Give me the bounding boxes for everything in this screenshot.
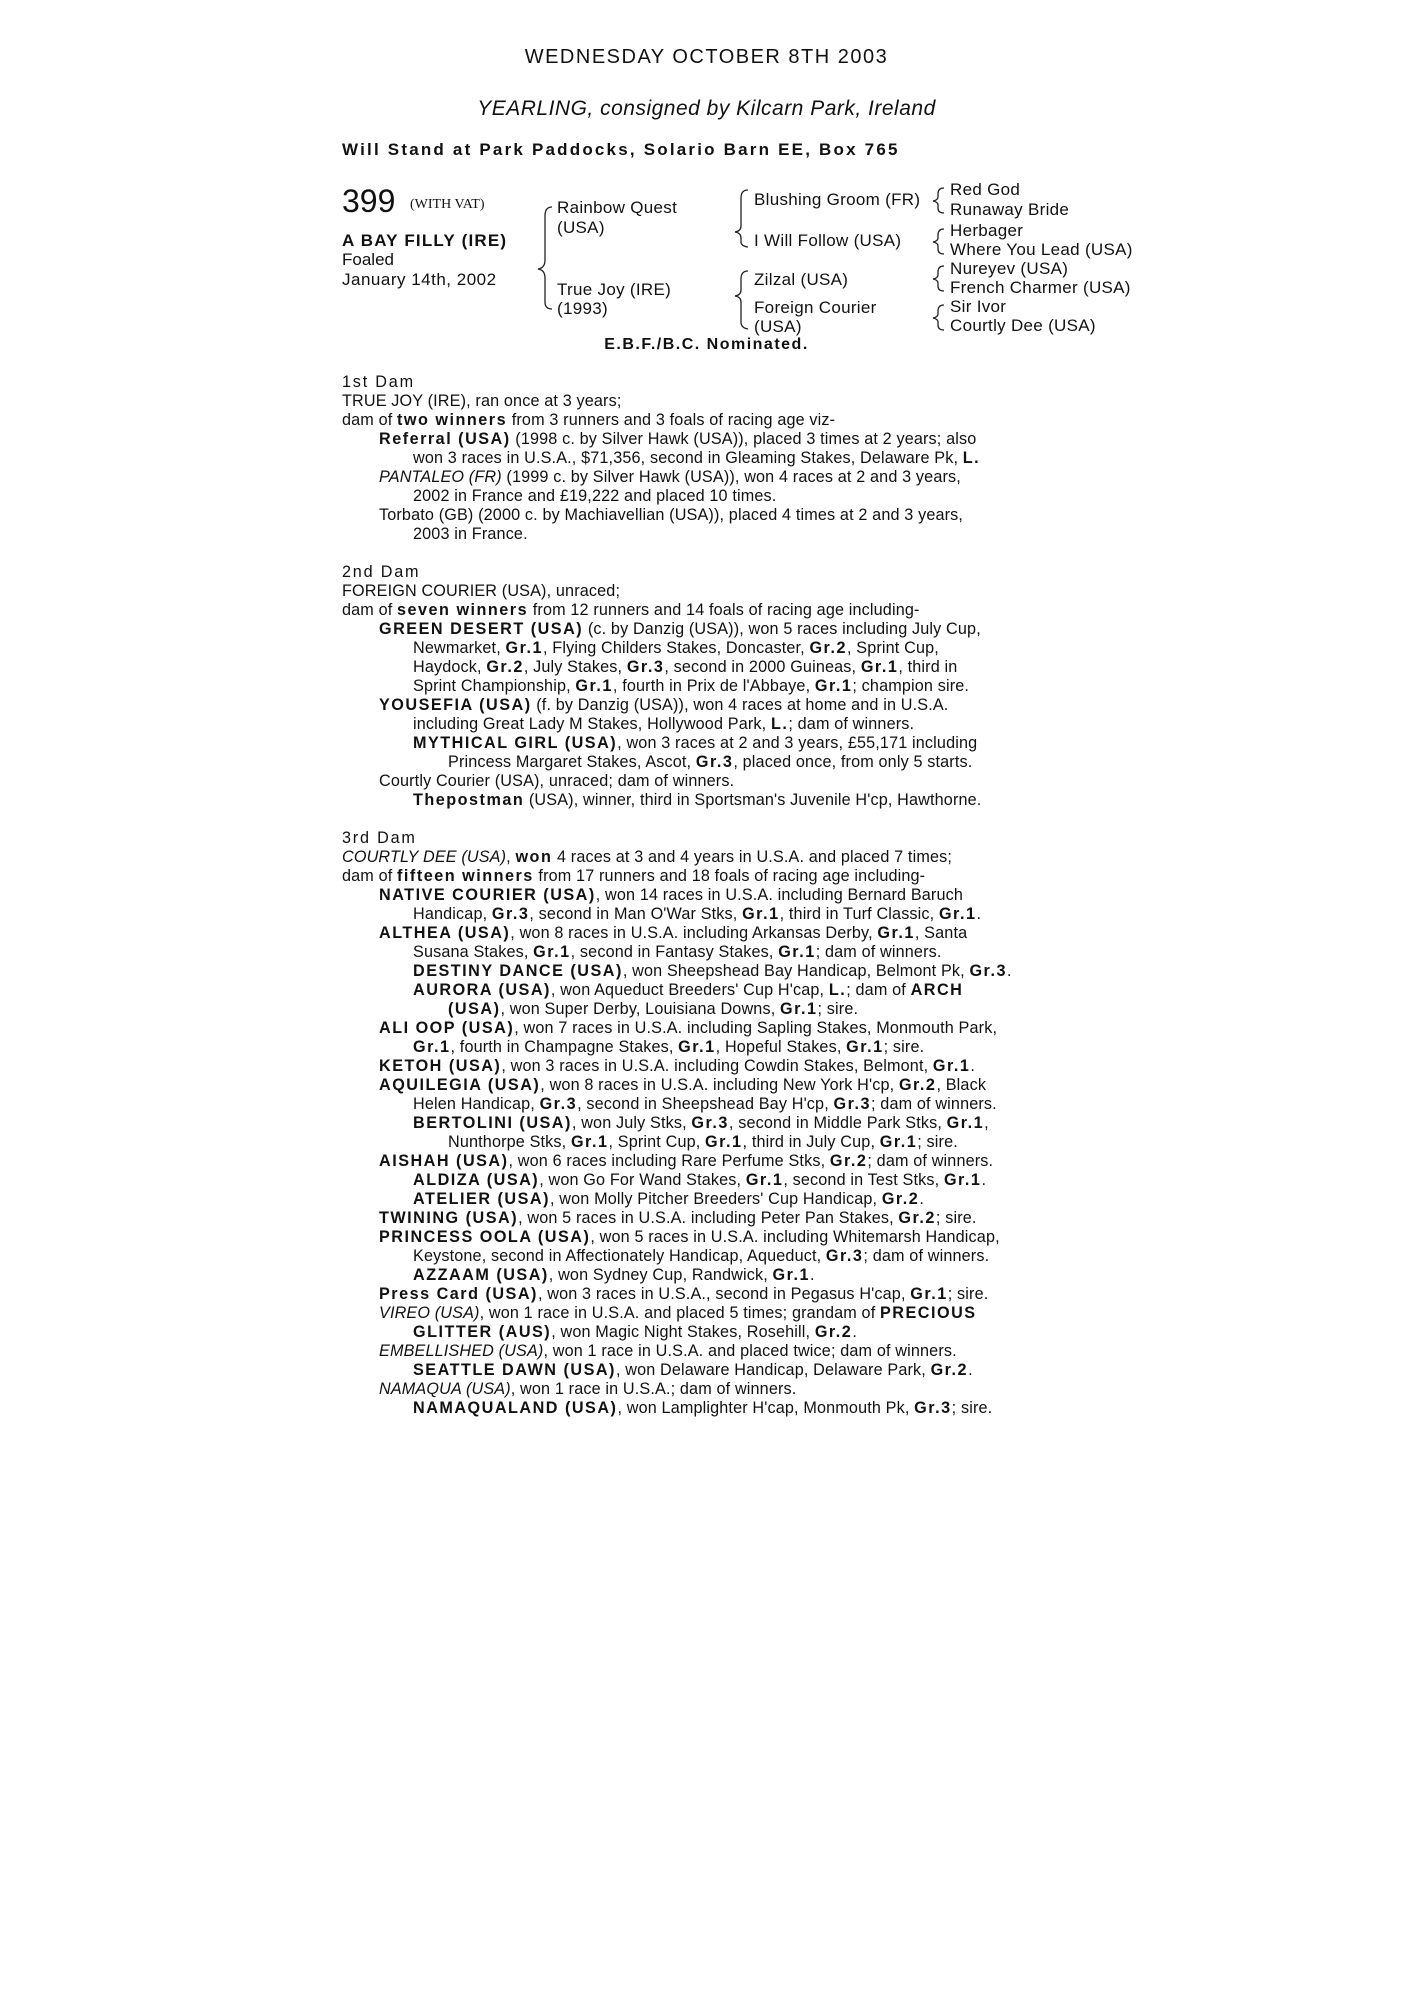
text-run: ; sire. — [817, 1000, 859, 1018]
bold-run: Gr.3 — [691, 1114, 729, 1132]
bold-run: Gr.2 — [829, 1152, 868, 1170]
text-run: , second in Sheepshead Bay H'cp, — [577, 1095, 834, 1113]
text-run: , won Sydney Cup, Randwick, — [548, 1266, 773, 1284]
text-run: , Black — [936, 1076, 987, 1094]
dam-dam-line2: (USA) — [754, 317, 802, 336]
bold-run: Gr.1 — [877, 924, 915, 942]
text-run: ; sire. — [951, 1399, 993, 1417]
third-dam-heading: 3rd Dam — [342, 829, 417, 847]
gen3-4: Where You Lead (USA) — [950, 240, 1133, 259]
text-run: Courtly Courier (USA), unraced; dam of winners. — [379, 772, 735, 790]
bold-run: Gr.1 — [413, 1038, 451, 1056]
foaled-date: January 14th, 2002 — [342, 270, 497, 289]
bold-run: Gr.1 — [678, 1038, 716, 1056]
bold-run: won — [515, 848, 553, 866]
bold-run: Gr.2 — [898, 1076, 937, 1094]
text-run: , second in Man O'War Stks, — [529, 905, 743, 923]
text-run: . — [1006, 962, 1012, 980]
text-run: , won 6 races including Rare Perfume Stks, — [508, 1152, 830, 1170]
gen3-1: Red God — [950, 180, 1021, 199]
bold-run: (USA) — [448, 1000, 501, 1018]
text-run: , won 3 races in U.S.A., second in Pegasus H'cap, — [537, 1285, 911, 1303]
italic-run: NAMAQUA (USA) — [379, 1380, 511, 1398]
bold-run: PRECIOUS — [880, 1304, 977, 1322]
sire-sire: Blushing Groom (FR) — [754, 190, 921, 209]
text-run: (USA), winner, third in Sportsman's Juvenile H'cp, Hawthorne. — [524, 791, 982, 809]
text-run: (c. by Danzig (USA)), won 5 races including July Cup, — [583, 620, 981, 638]
text-run: Sprint Championship, — [413, 677, 576, 695]
pedigree-text-line — [342, 1095, 1012, 1114]
text-run: from 12 runners and 14 foals of racing age including- — [528, 601, 920, 619]
pedigree-text-line — [342, 848, 1012, 867]
third-dam-lines — [342, 848, 1012, 1418]
pedigree-text-line — [342, 962, 1012, 981]
text-run: (f. by Danzig (USA)), won 4 races at home and in U.S.A. — [531, 696, 949, 714]
pedigree-text-line — [342, 1190, 1012, 1209]
bold-run: Gr.3 — [626, 658, 665, 676]
text-run: , won Aqueduct Breeders' Cup H'cap, — [550, 981, 829, 999]
text-run: ; sire. — [917, 1133, 958, 1151]
text-run: , won Magic Night Stakes, Rosehill, — [551, 1323, 815, 1341]
text-run: ; champion sire. — [852, 677, 970, 695]
text-run: , third in July Cup, — [742, 1133, 880, 1151]
italic-run: PANTALEO (FR) — [379, 468, 502, 486]
pedigree-text-line — [342, 601, 981, 620]
text-run: , won 7 races in U.S.A. including Sapling Stakes, Monmouth Park, — [514, 1019, 998, 1037]
bold-run: Gr.3 — [833, 1095, 872, 1113]
gen3-5: Nureyev (USA) — [950, 259, 1069, 278]
bold-run: NAMAQUALAND (USA) — [413, 1399, 618, 1417]
pedigree-text-line — [342, 1114, 1012, 1133]
bold-run: Gr.1 — [943, 1171, 982, 1189]
pedigree-text-line — [342, 582, 981, 601]
text-run: , second in Middle Park Stks, — [728, 1114, 947, 1132]
bold-run: Thepostman — [413, 791, 525, 809]
pedigree-text-line — [342, 734, 981, 753]
bold-run: ALI OOP (USA) — [379, 1019, 515, 1037]
bold-run: Gr.3 — [914, 1399, 952, 1417]
foaled-label: Foaled — [342, 250, 394, 269]
first-dam-section — [342, 373, 980, 544]
bold-run: Gr.2 — [814, 1323, 853, 1341]
text-run: , won Super Derby, Louisiana Downs, — [500, 1000, 780, 1018]
text-run: , second in Test Stks, — [783, 1171, 944, 1189]
text-run: (1999 c. by Silver Hawk (USA)), won 4 races at 2 and 3 years, — [501, 468, 961, 486]
bold-run: Gr.1 — [910, 1285, 948, 1303]
pedigree-text-line — [342, 905, 1012, 924]
pedigree-text-line — [342, 1285, 1012, 1304]
bold-run: Gr.2 — [930, 1361, 969, 1379]
text-run: , fourth in Prix de l'Abbaye, — [612, 677, 815, 695]
pedigree-text-line — [342, 772, 981, 791]
dam-name-line1: True Joy (IRE) — [557, 280, 672, 299]
bold-run: Gr.3 — [825, 1247, 864, 1265]
pedigree-text-line — [342, 639, 981, 658]
text-run: Torbato (GB) (2000 c. by Machiavellian (USA)), placed 4 times at 2 and 3 years, — [379, 506, 964, 524]
bold-run: Gr.2 — [486, 658, 524, 676]
bold-run: L. — [770, 715, 789, 733]
pedigree-text-line — [342, 715, 981, 734]
pedigree-text-line — [342, 1209, 1012, 1228]
gen3-8: Courtly Dee (USA) — [950, 316, 1096, 335]
italic-run: VIREO (USA) — [379, 1304, 480, 1322]
text-run: , second in 2000 Guineas, — [664, 658, 861, 676]
text-run: from 17 runners and 18 foals of racing age including- — [533, 867, 926, 885]
pedigree-text-line — [342, 1038, 1012, 1057]
bold-run: Gr.3 — [969, 962, 1007, 980]
pedigree-text-line — [342, 392, 980, 411]
pedigree-text-line — [342, 449, 980, 468]
text-run: , won Sheepshead Bay Handicap, Belmont Pk, — [622, 962, 970, 980]
text-run: , won 1 race in U.S.A. and placed 5 times; grandam of — [479, 1304, 880, 1322]
pedigree-text-line — [342, 1266, 1012, 1285]
text-run: 2003 in France. — [413, 525, 528, 543]
lot-number: 399 — [342, 183, 396, 219]
bold-run: Gr.3 — [539, 1095, 578, 1113]
bold-run: MYTHICAL GIRL (USA) — [413, 734, 618, 752]
pedigree-text-line — [342, 1323, 1012, 1342]
sire-dam: I Will Follow (USA) — [754, 231, 902, 250]
text-run: , Sprint Cup, — [608, 1133, 706, 1151]
bold-run: Gr.1 — [533, 943, 571, 961]
text-run: , placed once, from only 5 starts. — [733, 753, 973, 771]
bold-run: YOUSEFIA (USA) — [379, 696, 532, 714]
text-run: dam of — [342, 601, 398, 619]
text-run: . — [919, 1190, 924, 1208]
bold-run: Gr.2 — [881, 1190, 920, 1208]
bold-run: Referral (USA) — [379, 430, 511, 448]
bold-run: Gr.1 — [879, 1133, 918, 1151]
text-run: , third in — [898, 658, 958, 676]
text-run: won 3 races in U.S.A., $71,356, second in Gleaming Stakes, Delaware Pk, — [413, 449, 963, 467]
bold-run: Gr.2 — [898, 1209, 936, 1227]
bold-run: Gr.1 — [745, 1171, 784, 1189]
text-run: , — [506, 848, 516, 866]
text-run: (1998 c. by Silver Hawk (USA)), placed 3 times at 2 years; also — [510, 430, 977, 448]
bold-run: Gr.1 — [772, 1266, 811, 1284]
dam-sire: Zilzal (USA) — [754, 270, 849, 289]
text-run: . — [810, 1266, 815, 1284]
bold-run: Gr.1 — [742, 905, 780, 923]
text-run: , July Stakes, — [523, 658, 627, 676]
bold-run: L. — [962, 449, 981, 467]
bold-run: AURORA (USA) — [413, 981, 551, 999]
bold-run: Gr.1 — [570, 1133, 609, 1151]
bold-run: Gr.3 — [491, 905, 530, 923]
dam-dam-line1: Foreign Courier — [754, 298, 877, 317]
text-run: . — [968, 1361, 973, 1379]
bold-run: Gr.1 — [575, 677, 613, 695]
text-run: Susana Stakes, — [413, 943, 534, 961]
bold-run: Gr.1 — [946, 1114, 985, 1132]
text-run: , won 3 races at 2 and 3 years, £55,171 including — [617, 734, 978, 752]
bold-run: ALDIZA (USA) — [413, 1171, 540, 1189]
sire-name-line1: Rainbow Quest — [557, 198, 678, 217]
first-dam-heading: 1st Dam — [342, 373, 415, 391]
pedigree-text-line — [342, 468, 980, 487]
pedigree-text-line — [342, 1361, 1012, 1380]
text-run: FOREIGN COURIER (USA), unraced; — [342, 582, 621, 600]
pedigree-text-line — [342, 658, 981, 677]
pedigree-text-line — [342, 753, 981, 772]
bold-run: PRINCESS OOLA (USA) — [379, 1228, 591, 1246]
bold-run: Gr.1 — [505, 639, 543, 657]
pedigree-text-line — [342, 411, 980, 430]
text-run: , Santa — [914, 924, 968, 942]
bold-run: ATELIER (USA) — [413, 1190, 551, 1208]
text-run: , won 1 race in U.S.A.; dam of winners. — [510, 1380, 797, 1398]
stand-location: Will Stand at Park Paddocks, Solario Barn EE, Box 765 — [342, 140, 900, 159]
text-run: , won Molly Pitcher Breeders' Cup Handicap, — [550, 1190, 882, 1208]
bold-run: Gr.1 — [705, 1133, 743, 1151]
bold-run: Gr.1 — [780, 1000, 818, 1018]
text-run: , won Delaware Handicap, Delaware Park, — [615, 1361, 931, 1379]
pedigree-text-line — [342, 1399, 1012, 1418]
pedigree-text-line — [342, 1380, 1012, 1399]
bold-run: AISHAH (USA) — [379, 1152, 509, 1170]
bold-run: DESTINY DANCE (USA) — [413, 962, 623, 980]
second-dam-lines — [342, 582, 981, 810]
bold-run: fifteen winners — [397, 867, 534, 885]
text-run: TRUE JOY (IRE), ran once at 3 years; — [342, 392, 622, 410]
bold-run: Gr.1 — [932, 1057, 971, 1075]
gen3-3: Herbager — [950, 221, 1024, 240]
bold-run: seven winners — [397, 601, 529, 619]
text-run: , won 1 race in U.S.A. and placed twice; dam of winners. — [543, 1342, 957, 1360]
pedigree-text-line — [342, 487, 980, 506]
second-dam-heading: 2nd Dam — [342, 563, 421, 581]
third-dam-section — [342, 829, 1012, 1418]
bold-run: BERTOLINI (USA) — [413, 1114, 572, 1132]
bold-run: ARCH — [910, 981, 964, 999]
lot-description: A BAY FILLY (IRE) — [342, 231, 508, 250]
bold-run: GREEN DESERT (USA) — [379, 620, 584, 638]
pedigree-text-line — [342, 1342, 1012, 1361]
pedigree-text-line — [342, 791, 981, 810]
text-run: 4 races at 3 and 4 years in U.S.A. and placed 7 times; — [552, 848, 953, 866]
text-run: Nunthorpe Stks, — [448, 1133, 571, 1151]
pedigree-text-line — [342, 1171, 1012, 1190]
bold-run: NATIVE COURIER (USA) — [379, 886, 596, 904]
text-run: 2002 in France and £19,222 and placed 10 times. — [413, 487, 777, 505]
text-run: , won 8 races in U.S.A. including New York H'cp, — [540, 1076, 899, 1094]
text-run: ; dam of — [846, 981, 911, 999]
pedigree-text-line — [342, 1247, 1012, 1266]
bold-run: SEATTLE DAWN (USA) — [413, 1361, 616, 1379]
pedigree-text-line — [342, 677, 981, 696]
bold-run: ALTHEA (USA) — [379, 924, 511, 942]
pedigree-text-line — [342, 1304, 1012, 1323]
pedigree-text-line — [342, 867, 1012, 886]
text-run: dam of — [342, 411, 398, 429]
pedigree-text-line — [342, 696, 981, 715]
sire-name-line2: (USA) — [557, 218, 605, 237]
italic-run: COURTLY DEE (USA) — [342, 848, 507, 866]
gen3-2: Runaway Bride — [950, 200, 1070, 219]
first-dam-lines — [342, 392, 980, 544]
text-run: including Great Lady M Stakes, Hollywood Park, — [413, 715, 771, 733]
text-run: , won Go For Wand Stakes, — [539, 1171, 746, 1189]
text-run: ; sire. — [883, 1038, 925, 1056]
bold-run: Gr.3 — [695, 753, 734, 771]
sale-date: WEDNESDAY OCTOBER 8TH 2003 — [524, 46, 889, 68]
bold-run: Gr.1 — [860, 658, 899, 676]
vat-note: (WITH VAT) — [410, 197, 485, 212]
pedigree-text-line — [342, 886, 1012, 905]
text-run: ; dam of winners. — [871, 1095, 997, 1113]
bold-run: AQUILEGIA (USA) — [379, 1076, 541, 1094]
pedigree-text-line — [342, 1076, 1012, 1095]
bold-run: two winners — [397, 411, 508, 429]
text-run: , Hopeful Stakes, — [715, 1038, 847, 1056]
bold-run: Gr.1 — [814, 677, 853, 695]
second-dam-section — [342, 563, 981, 810]
italic-run: EMBELLISHED (USA) — [379, 1342, 544, 1360]
consignment-line: YEARLING, consigned by Kilcarn Park, Ireland — [477, 97, 936, 120]
text-run: from 3 runners and 3 foals of racing age viz- — [507, 411, 836, 429]
text-run: , won 8 races in U.S.A. including Arkansas Derby, — [510, 924, 878, 942]
bold-run: Gr.1 — [938, 905, 977, 923]
pedigree-text-line — [342, 525, 980, 544]
text-run: , won 5 races in U.S.A. including Whitemarsh Handicap, — [590, 1228, 1000, 1246]
pedigree-text-line — [342, 924, 1012, 943]
pedigree-text-line — [342, 430, 980, 449]
text-run: ; dam of winners. — [815, 943, 942, 961]
text-run: , won 14 races in U.S.A. including Bernard Baruch — [595, 886, 964, 904]
text-run: , second in Fantasy Stakes, — [570, 943, 779, 961]
text-run: ; dam of winners. — [788, 715, 915, 733]
pedigree-text-line — [342, 506, 980, 525]
pedigree-text-line — [342, 1000, 1012, 1019]
text-run: ; sire. — [947, 1285, 989, 1303]
text-run: , won July Stks, — [571, 1114, 692, 1132]
text-run: , Flying Childers Stakes, Doncaster, — [543, 639, 810, 657]
gen3-6: French Charmer (USA) — [950, 278, 1131, 297]
text-run: , — [984, 1114, 989, 1132]
nomination-note: E.B.F./B.C. Nominated. — [604, 336, 809, 353]
text-run: ; dam of winners. — [863, 1247, 990, 1265]
dam-name-line2: (1993) — [557, 299, 608, 318]
bold-run: KETOH (USA) — [379, 1057, 502, 1075]
pedigree-text-line — [342, 1019, 1012, 1038]
text-run: . — [976, 905, 982, 923]
text-run: Newmarket, — [413, 639, 506, 657]
bold-run: Gr.1 — [778, 943, 816, 961]
text-run: , won 5 races in U.S.A. including Peter Pan Stakes, — [518, 1209, 899, 1227]
pedigree-text-line — [342, 1152, 1012, 1171]
bold-run: L. — [828, 981, 847, 999]
text-run: ; sire. — [935, 1209, 977, 1227]
pedigree-text-line — [342, 981, 1012, 1000]
pedigree-text-line — [342, 1228, 1012, 1247]
bold-run: Press Card (USA) — [379, 1285, 538, 1303]
text-run: , fourth in Champagne Stakes, — [450, 1038, 679, 1056]
pedigree-text-line — [342, 1057, 1012, 1076]
bold-run: Gr.1 — [846, 1038, 884, 1056]
text-run: ; dam of winners. — [867, 1152, 994, 1170]
text-run: , Sprint Cup, — [846, 639, 939, 657]
text-run: . — [981, 1171, 987, 1189]
text-run: , won Lamplighter H'cap, Monmouth Pk, — [617, 1399, 915, 1417]
text-run: Helen Handicap, — [413, 1095, 540, 1113]
text-run: . — [852, 1323, 857, 1341]
bold-run: Gr.2 — [809, 639, 847, 657]
text-run: Keystone, second in Affectionately Handicap, Aqueduct, — [413, 1247, 826, 1265]
text-run: . — [970, 1057, 976, 1075]
text-run: dam of — [342, 867, 398, 885]
text-run: Handicap, — [413, 905, 492, 923]
text-run: , third in Turf Classic, — [779, 905, 939, 923]
bold-run: AZZAAM (USA) — [413, 1266, 549, 1284]
bold-run: TWINING (USA) — [379, 1209, 519, 1227]
text-run: , won 3 races in U.S.A. including Cowdin Stakes, Belmont, — [501, 1057, 933, 1075]
pedigree-text-line — [342, 620, 981, 639]
pedigree-text-line — [342, 943, 1012, 962]
gen3-7: Sir Ivor — [950, 297, 1007, 316]
bold-run: GLITTER (AUS) — [413, 1323, 552, 1341]
text-run: Princess Margaret Stakes, Ascot, — [448, 753, 696, 771]
text-run: Haydock, — [413, 658, 487, 676]
pedigree-text-line — [342, 1133, 1012, 1152]
